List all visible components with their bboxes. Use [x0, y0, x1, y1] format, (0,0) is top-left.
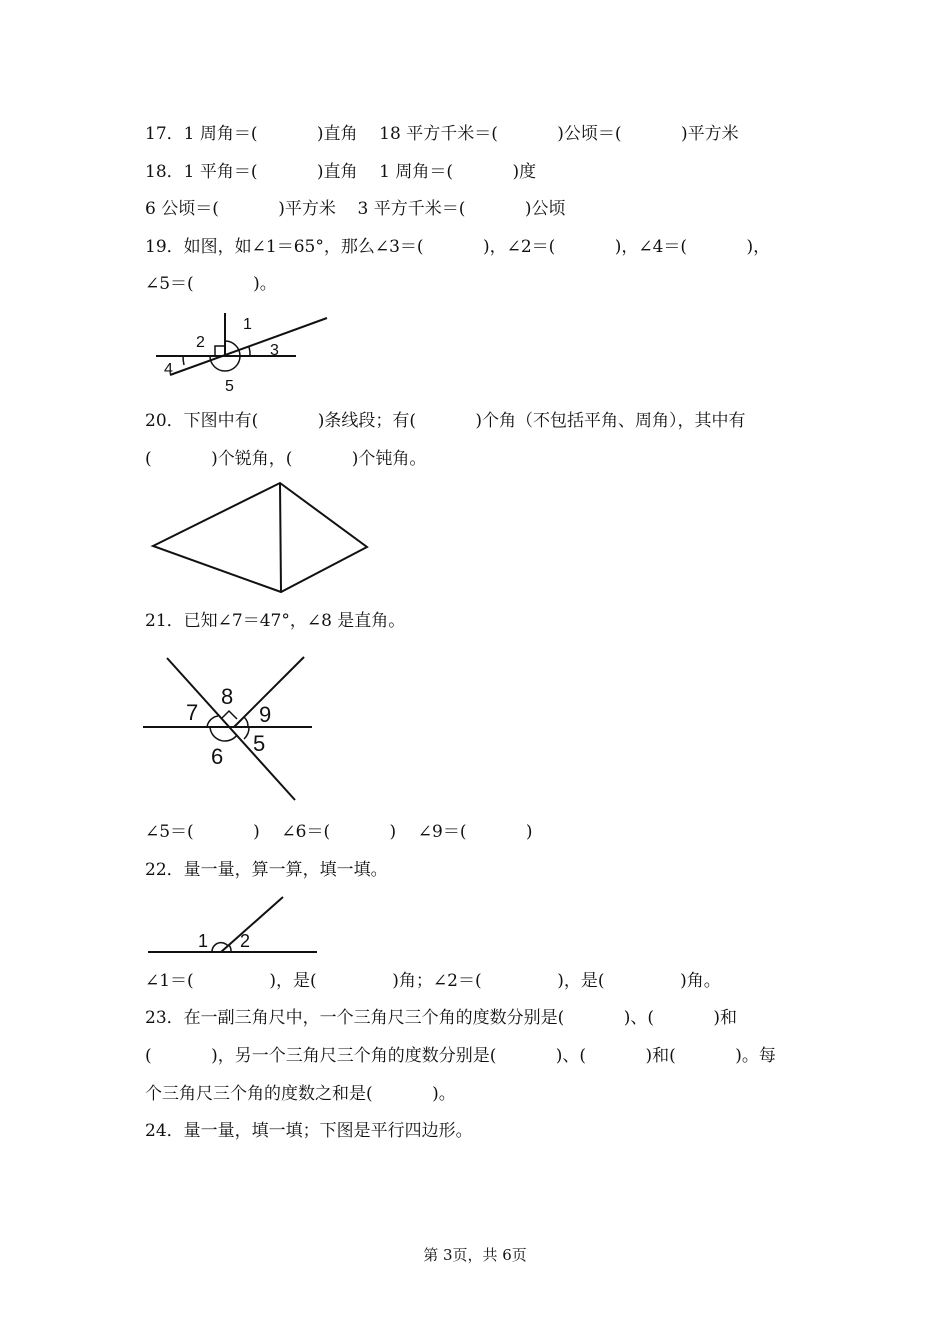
- question-17: 17．1 周角＝( )直角 18 平方千米＝( )公顷＝( )平方米: [145, 124, 739, 144]
- fig21-label-9: 9: [259, 702, 272, 727]
- question-21: 21．已知∠7＝47°，∠8 是直角。: [145, 611, 406, 631]
- fig21-label-5: 5: [253, 731, 266, 756]
- fig19-label-1: 1: [243, 316, 252, 333]
- question-23-line3: 个三角尺三个角的度数之和是( )。: [145, 1084, 456, 1104]
- page-footer: 第 3页，共 6页: [423, 1246, 527, 1264]
- question-22-answers: ∠1＝( )，是( )角；∠2＝( )，是( )角。: [145, 971, 721, 991]
- question-19-line1: 19．如图，如∠1＝65°，那么∠3＝( )，∠2＝( )，∠4＝( )，: [145, 237, 771, 257]
- question-18-part2: 6 公顷＝( )平方米 3 平方千米＝( )公顷: [145, 199, 566, 219]
- fig21-label-6: 6: [211, 744, 224, 769]
- fig22-label-2: 2: [240, 931, 251, 951]
- figure-22: [145, 890, 325, 964]
- question-23-line2: ( )，另一个三角尺三个角的度数分别是( )、( )和( )。每: [145, 1046, 776, 1066]
- question-20-line1: 20．下图中有( )条线段；有( )个角（不包括平角、周角），其中有: [145, 411, 746, 431]
- fig21-label-7: 7: [186, 700, 199, 725]
- question-22: 22．量一量，算一算，填一填。: [145, 860, 388, 880]
- figure-21: [140, 652, 320, 808]
- figure-19: [150, 305, 340, 404]
- fig21-label-8: 8: [221, 684, 234, 709]
- fig22-label-1: 1: [198, 931, 209, 951]
- fig19-label-4: 4: [164, 361, 173, 378]
- question-18: 18．1 平角＝( )直角 1 周角＝( )度: [145, 162, 537, 182]
- question-23-line1: 23．在一副三角尺中，一个三角尺三个角的度数分别是( )、( )和: [145, 1008, 738, 1028]
- figure-20-quadrilateral: [145, 478, 375, 602]
- question-20-line2: ( )个锐角，( )个钝角。: [145, 449, 427, 469]
- question-19-line2: ∠5＝( )。: [145, 274, 277, 294]
- fig19-label-2: 2: [196, 334, 205, 351]
- fig19-label-3: 3: [270, 342, 279, 359]
- question-21-answers: ∠5＝( ) ∠6＝( ) ∠9＝( ): [145, 822, 533, 842]
- fig19-label-5: 5: [225, 378, 234, 395]
- question-24: 24．量一量，填一填；下图是平行四边形。: [145, 1121, 473, 1141]
